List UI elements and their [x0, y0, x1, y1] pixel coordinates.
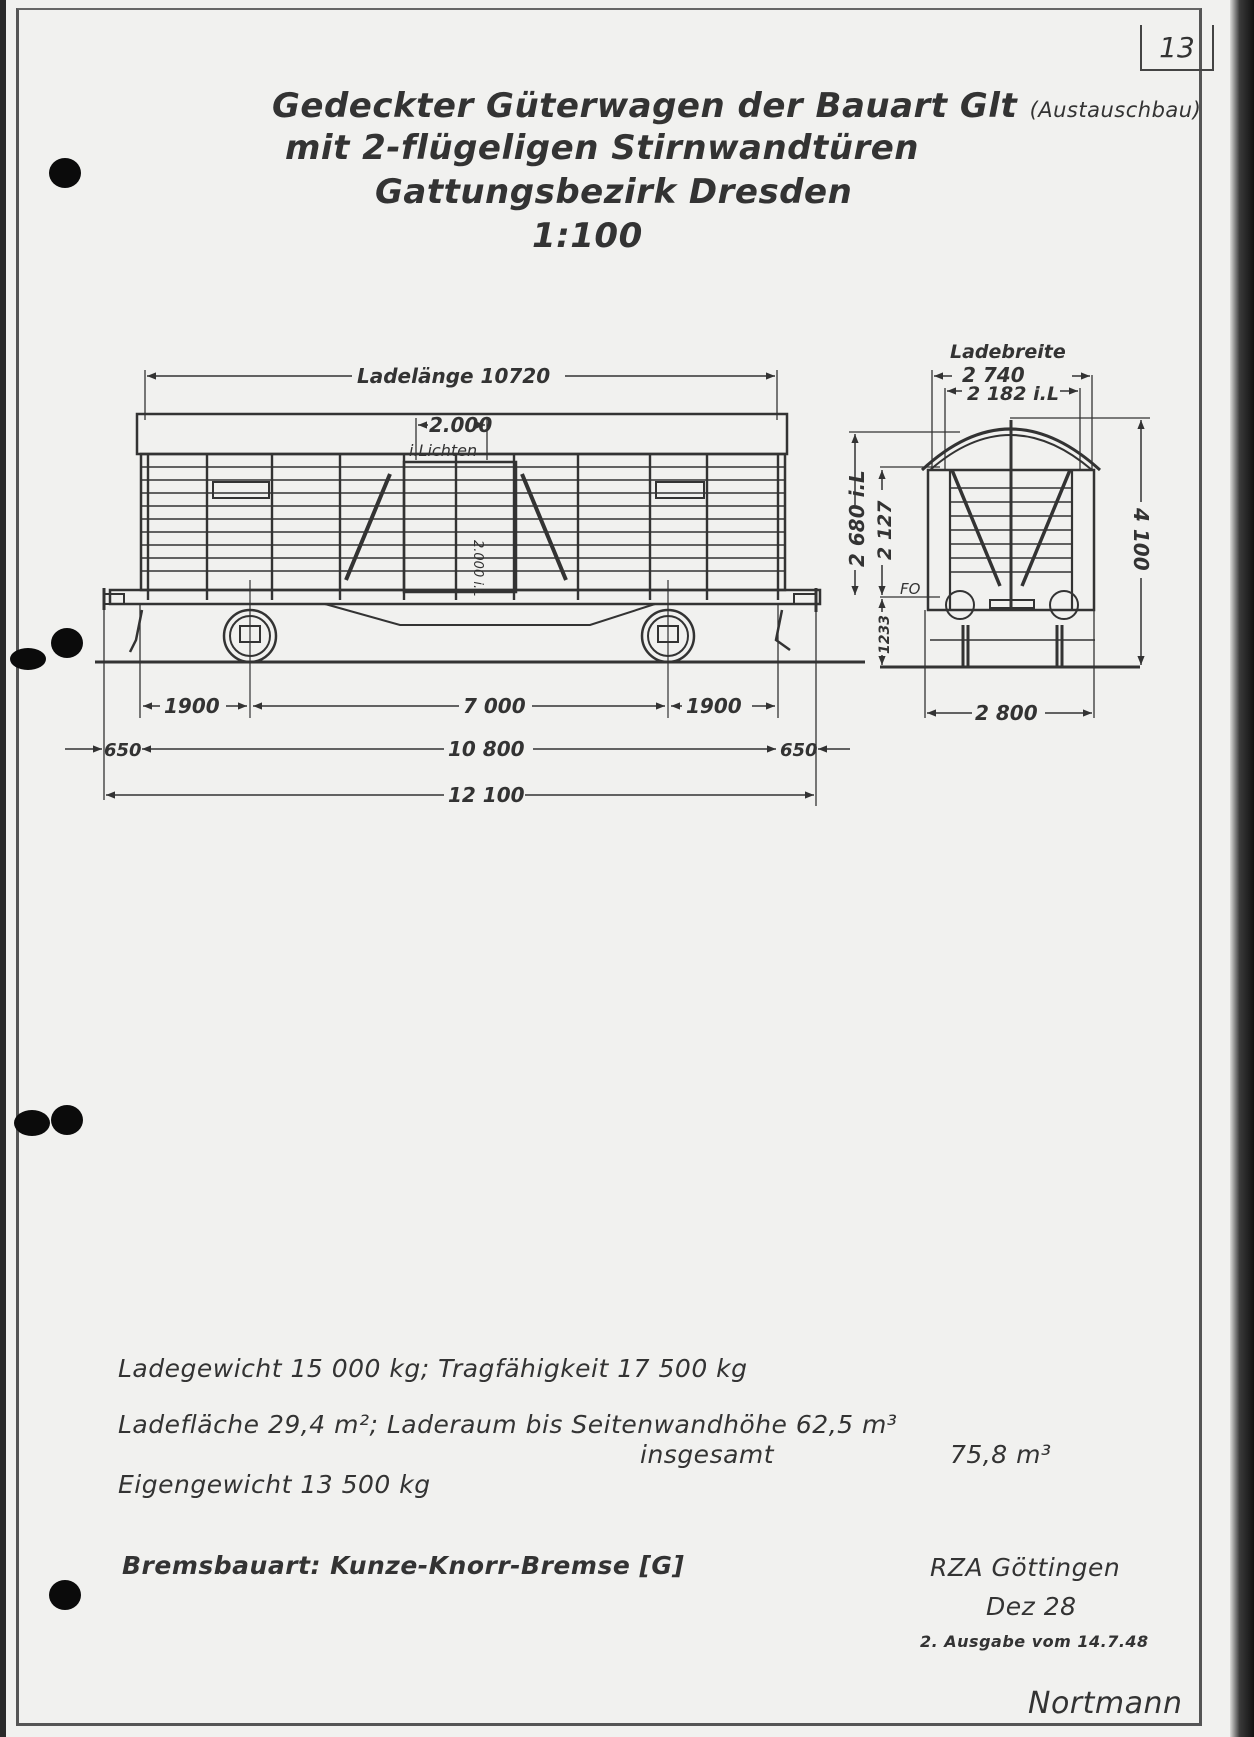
dim-buffer-left: 650 [104, 740, 142, 761]
door-width-note: i.Lichten [409, 441, 478, 460]
spec-total-volume-label: insgesamt [640, 1440, 775, 1469]
dim-length-buffers: 12 100 [448, 783, 525, 807]
side-wall-height: 2 127 [874, 500, 896, 560]
loading-length-label: Ladelänge 10720 [357, 364, 551, 388]
title-note: (Austauschbau) [1029, 98, 1202, 122]
dim-overhang-left: 1900 [164, 694, 220, 718]
spec-floor-area-label: Ladefläche 29,4 m²; Laderaum bis Seitenwandhöhe [118, 1410, 788, 1439]
scale-label: 1:100 [532, 216, 643, 256]
total-height: 4 100 [1129, 508, 1153, 571]
spec-floor-area [118, 1410, 897, 1439]
door-height: 2.000 i.L [470, 540, 485, 597]
title-main: Gedeckter Güterwagen der Bauart Glt [272, 86, 1018, 126]
dim-overhang-right: 1900 [686, 694, 742, 718]
spec-tare-weight: Eigengewicht 13 500 kg [118, 1470, 431, 1499]
title-line-3: Gattungsbezirk Dresden [375, 172, 853, 212]
loading-width-label: Ladebreite [950, 341, 1066, 363]
dim-buffer-right: 650 [780, 740, 818, 761]
total-width: 2 800 [975, 701, 1038, 725]
signature: Nortmann [1028, 1686, 1183, 1721]
spec-volume-side-wall: 62,5 m³ [795, 1410, 898, 1439]
loading-width: 2 740 [962, 363, 1025, 387]
door-width-clear: 2 182 i.L [967, 383, 1059, 405]
floor-height: 1233 [877, 615, 893, 654]
dim-length-headstocks: 10 800 [448, 737, 525, 761]
spec-total-volume: 75,8 m³ [950, 1440, 1052, 1469]
issuer-edition: 2. Ausgabe vom 14.7.48 [920, 1632, 1149, 1651]
interior-height: 2 680 i.L [845, 470, 869, 567]
title-line-2: mit 2-flügeligen Stirnwandtüren [285, 128, 919, 168]
page-number: 13 [1140, 25, 1214, 71]
dim-wheelbase: 7 000 [463, 694, 526, 718]
issuer-dept: Dez 28 [986, 1592, 1077, 1621]
spec-brake-type: Bremsbauart: Kunze-Knorr-Bremse [G] [122, 1551, 685, 1580]
issuer-office: RZA Göttingen [930, 1553, 1121, 1582]
door-width: 2.000 [429, 413, 493, 437]
spec-weights: Ladegewicht 15 000 kg; Tragfähigkeit 17 500 kg [118, 1354, 748, 1383]
floor-label: FO [900, 580, 921, 598]
